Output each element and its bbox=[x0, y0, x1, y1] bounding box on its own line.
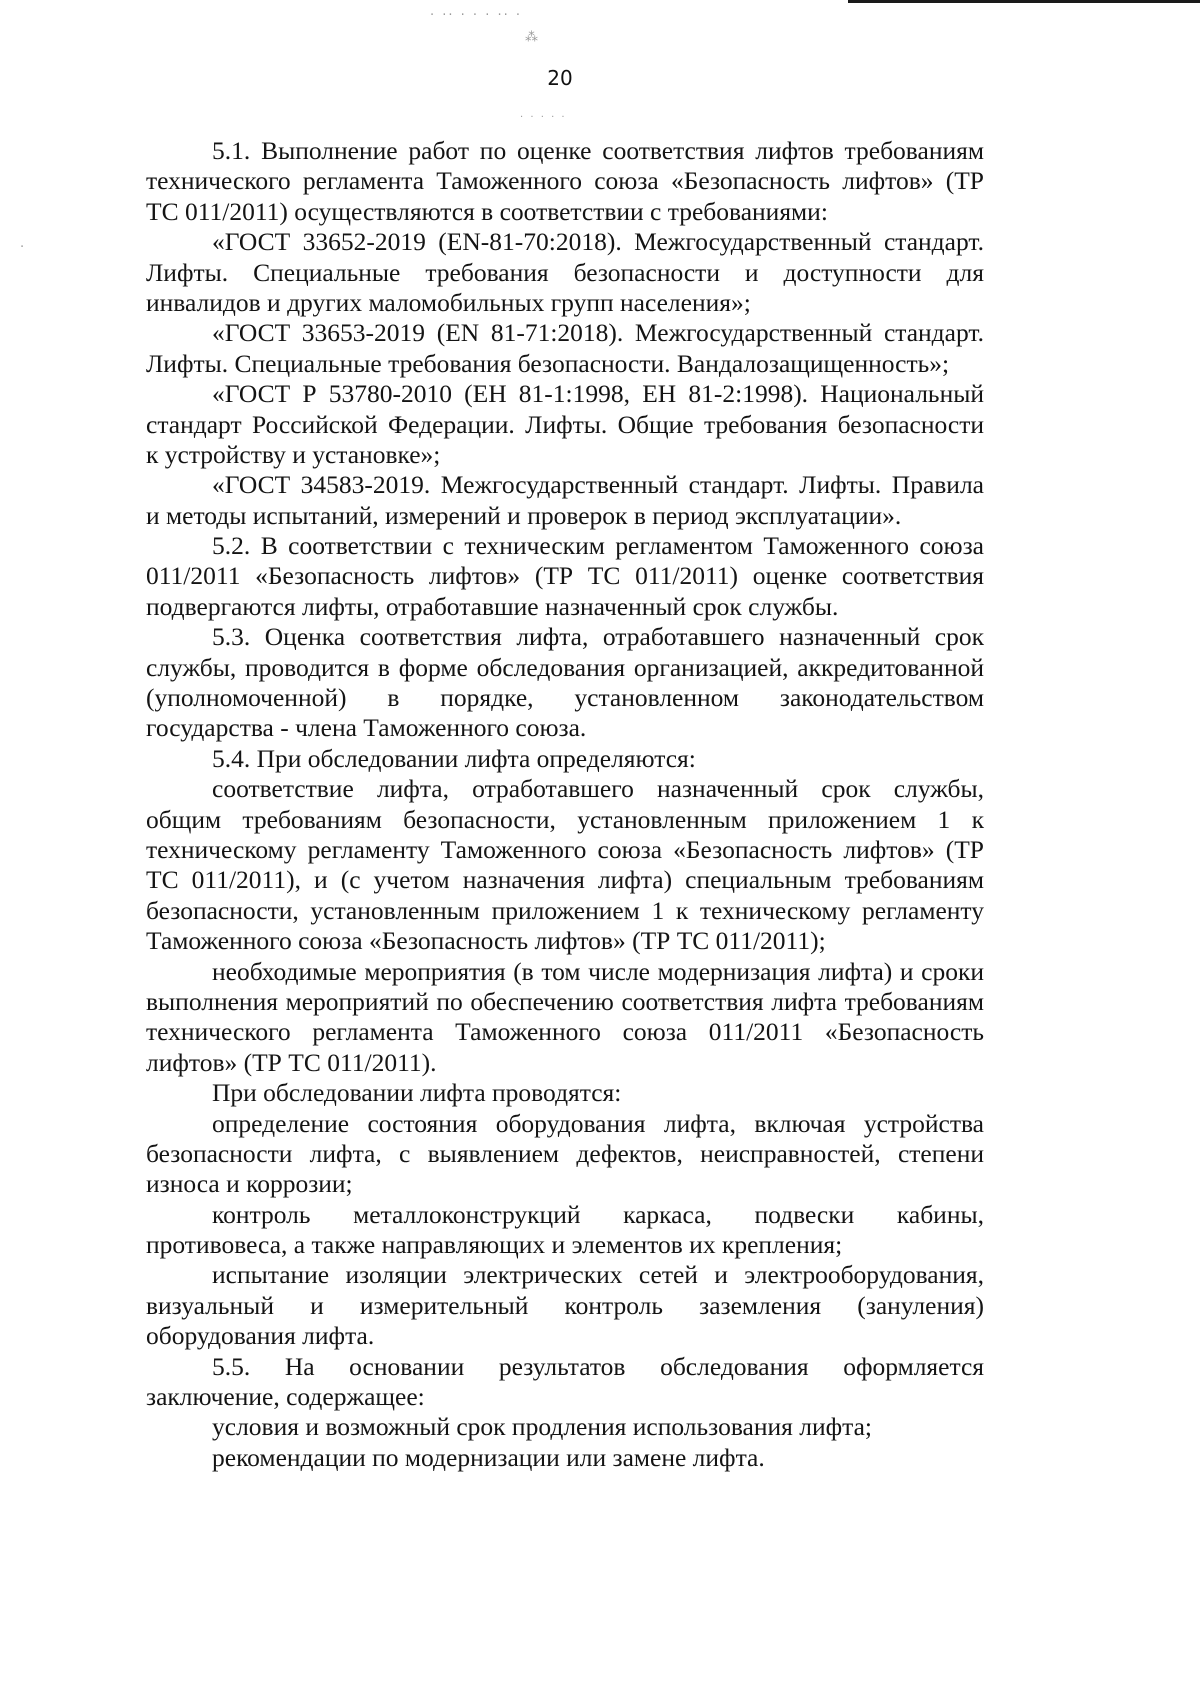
text-line: «ГОСТ 33653-2019 (EN 81-71:2018). Межгосударственный стандарт. bbox=[212, 318, 984, 348]
text-line: (уполномоченной) в порядке, установленном законодательством bbox=[146, 683, 984, 713]
text-line: стандарт Российской Федерации. Лифты. Общие требования безопасности bbox=[146, 409, 984, 439]
scan-artifact: ⁂ bbox=[525, 30, 540, 45]
text-line: условия и возможный срок продления использования лифта; bbox=[212, 1412, 872, 1442]
text-line: общим требованиям безопасности, установленным приложением 1 к bbox=[146, 804, 984, 834]
text-line: Лифты. Специальные требования безопасности. Вандалозащищенность»; bbox=[146, 348, 950, 378]
text-line: 5.4. При обследовании лифта определяются: bbox=[212, 743, 696, 773]
text-line: соответствие лифта, отработавшего назначенный срок службы, bbox=[212, 774, 984, 804]
scan-artifact: · · · · · bbox=[520, 112, 567, 123]
text-line: При обследовании лифта проводятся: bbox=[212, 1078, 622, 1108]
document-body bbox=[146, 136, 984, 1473]
text-line: государства - члена Таможенного союза. bbox=[146, 713, 587, 743]
page-number: 20 bbox=[547, 66, 573, 90]
text-line: безопасности лифта, с выявлением дефектов, неисправностей, степени bbox=[146, 1138, 984, 1168]
text-line: 5.3. Оценка соответствия лифта, отработавшего назначенный срок bbox=[212, 622, 984, 652]
text-line: 5.5. На основании результатов обследования оформляется bbox=[212, 1351, 984, 1381]
text-line: «ГОСТ Р 53780-2010 (ЕН 81-1:1998, ЕН 81-2:1998). Национальный bbox=[212, 379, 984, 409]
text-line: безопасности, установленным приложением 1 к техническому регламенту bbox=[146, 895, 984, 925]
text-line: рекомендации по модернизации или замене лифта. bbox=[212, 1442, 765, 1472]
text-line: и методы испытаний, измерений и проверок в период эксплуатации». bbox=[146, 500, 902, 530]
text-line: контроль металлоконструкций каркаса, подвески кабины, bbox=[212, 1199, 984, 1229]
text-line: визуальный и измерительный контроль заземления (зануления) bbox=[146, 1290, 984, 1320]
text-line: подвергаются лифты, отработавшие назначенный срок службы. bbox=[146, 591, 839, 621]
text-line: ТС 011/2011) осуществляются в соответствии с требованиями: bbox=[146, 196, 828, 226]
text-line: «ГОСТ 33652-2019 (EN-81-70:2018). Межгосударственный стандарт. bbox=[212, 227, 984, 257]
text-line: противовеса, а также направляющих и элементов их крепления; bbox=[146, 1230, 843, 1260]
text-line: службы, проводится в форме обследования организацией, аккредитованной bbox=[146, 652, 984, 682]
text-line: износа и коррозии; bbox=[146, 1169, 353, 1199]
text-line: технического регламента Таможенного союза 011/2011 «Безопасность bbox=[146, 1017, 984, 1047]
text-line: 011/2011 «Безопасность лифтов» (ТР ТС 011/2011) оценке соответствия bbox=[146, 561, 984, 591]
text-line: техническому регламенту Таможенного союза «Безопасность лифтов» (ТР bbox=[146, 834, 984, 864]
text-line: заключение, содержащее: bbox=[146, 1382, 425, 1412]
text-line: инвалидов и других маломобильных групп населения»; bbox=[146, 287, 751, 317]
text-line: Таможенного союза «Безопасность лифтов» (ТР ТС 011/2011); bbox=[146, 926, 826, 956]
text-line: 5.2. В соответствии с техническим регламентом Таможенного союза bbox=[212, 531, 984, 561]
scan-artifact: · ·· · · · ·· · bbox=[430, 8, 522, 23]
scan-edge-rule bbox=[848, 0, 1200, 3]
text-line: оборудования лифта. bbox=[146, 1321, 375, 1351]
text-line: ТС 011/2011), и (с учетом назначения лифта) специальным требованиям bbox=[146, 865, 984, 895]
text-line: определение состояния оборудования лифта, включая устройства bbox=[212, 1108, 984, 1138]
text-line: технического регламента Таможенного союза «Безопасность лифтов» (ТР bbox=[146, 166, 984, 196]
text-line: 5.1. Выполнение работ по оценке соответствия лифтов требованиям bbox=[212, 136, 984, 165]
text-line: испытание изоляции электрических сетей и электрооборудования, bbox=[212, 1260, 984, 1290]
scan-artifact: · bbox=[20, 240, 27, 255]
text-line: лифтов» (ТР ТС 011/2011). bbox=[146, 1047, 437, 1077]
text-line: к устройству и установке»; bbox=[146, 439, 441, 469]
text-line: Лифты. Специальные требования безопасности и доступности для bbox=[146, 257, 984, 287]
text-line: необходимые мероприятия (в том числе модернизация лифта) и сроки bbox=[212, 956, 984, 986]
text-line: выполнения мероприятий по обеспечению соответствия лифта требованиям bbox=[146, 986, 984, 1016]
text-line: «ГОСТ 34583-2019. Межгосударственный стандарт. Лифты. Правила bbox=[212, 470, 984, 500]
